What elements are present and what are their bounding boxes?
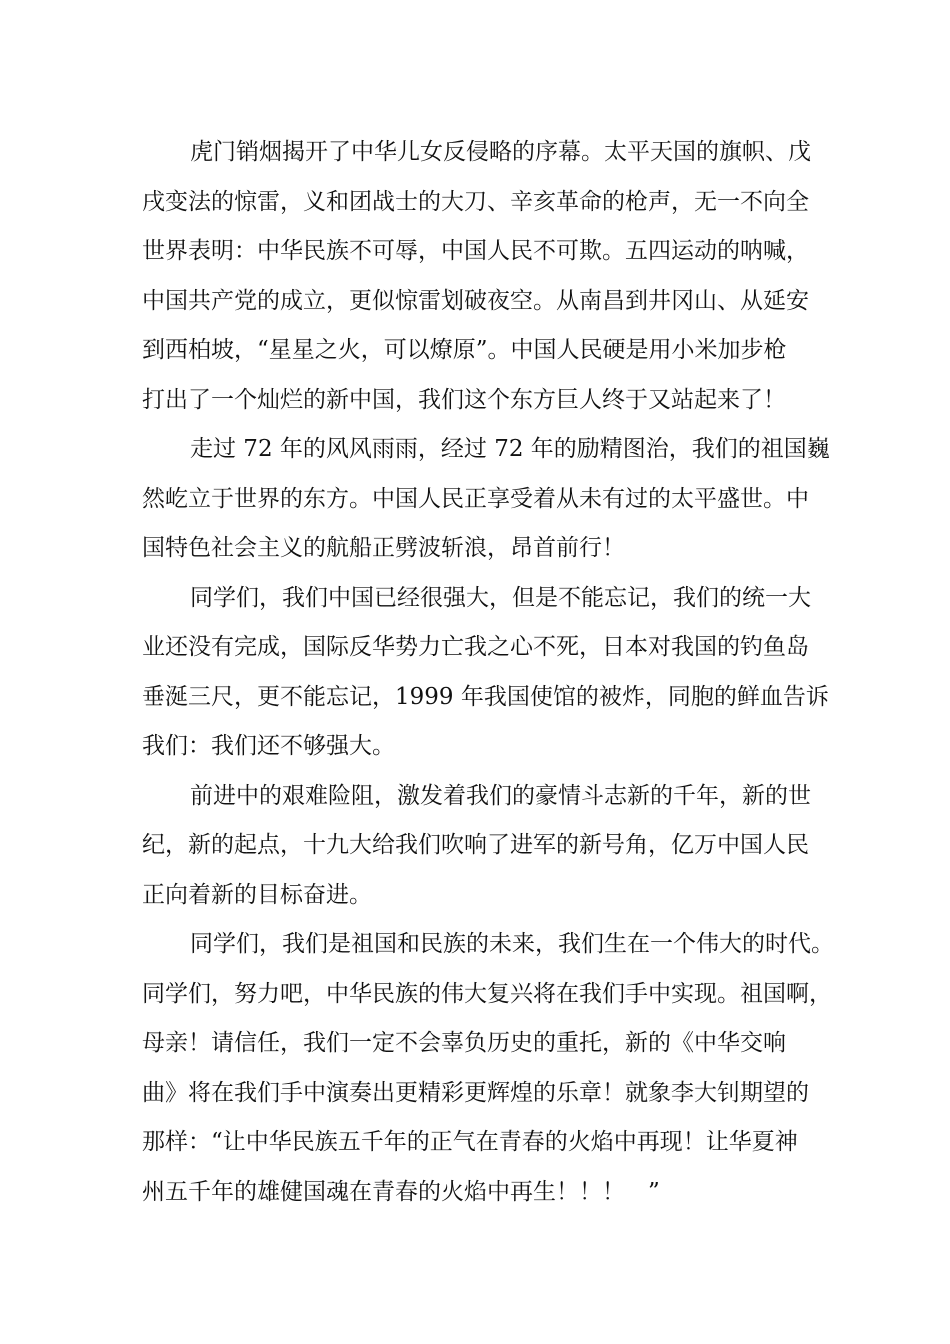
paragraph-line: 同学们，我们中国已经很强大，但是不能忘记，我们的统一大 [190, 584, 811, 611]
paragraph-line: 同学们，我们是祖国和民族的未来，我们生在一个伟大的时代。 [190, 931, 834, 957]
paragraph-line: 走过 72 年的风风雨雨，经过 72 年的励精图治，我们的祖国巍 [190, 436, 830, 462]
paragraph-4 [142, 772, 842, 921]
paragraph-5 [142, 920, 842, 1217]
paragraph-line: 州五千年的雄健国魂在青春的火焰中再生！！！ ” [142, 1178, 660, 1205]
paragraph-line: 那样：“让中华民族五千年的正气在青春的火焰中再现！让华夏神 [142, 1129, 798, 1155]
paragraph-line: 曲》将在我们手中演奏出更精彩更辉煌的乐章！就象李大钊期望的 [142, 1079, 809, 1106]
paragraph-line: 打出了一个灿烂的新中国，我们这个东方巨人终于又站起来了！ [142, 386, 786, 413]
paragraph-line: 中国共产党的成立，更似惊雷划破夜空。从南昌到井冈山、从延安 [142, 287, 809, 314]
paragraph-line: 业还没有完成，国际反华势力亡我之心不死，日本对我国的钓鱼岛 [142, 634, 809, 660]
paragraph-3 [142, 574, 842, 772]
paragraph-line: 母亲！请信任，我们一定不会辜负历史的重托，新的《中华交响 [142, 1030, 786, 1056]
paragraph-line: 虎门销烟揭开了中华儿女反侵略的序幕。太平天国的旗帜、戊 [190, 139, 811, 165]
paragraph-line: 世界表明：中华民族不可辱，中国人民不可欺。五四运动的呐喊， [142, 238, 809, 264]
paragraph-2 [142, 425, 842, 574]
paragraph-line: 同学们，努力吧，中华民族的伟大复兴将在我们手中实现。祖国啊， [142, 980, 832, 1007]
document-body [142, 128, 842, 1217]
paragraph-line: 我们：我们还不够强大。 [142, 733, 395, 759]
paragraph-line: 正向着新的目标奋进。 [142, 881, 372, 908]
paragraph-line: 戌变法的惊雷，义和团战士的大刀、辛亥革命的枪声，无一不向全 [142, 188, 809, 215]
paragraph-line: 垂涎三尺，更不能忘记，1999 年我国使馆的被炸，同胞的鲜血告诉 [142, 683, 829, 710]
paragraph-line: 然屹立于世界的东方。中国人民正享受着从未有过的太平盛世。中 [142, 485, 809, 512]
paragraph-1 [142, 128, 842, 425]
paragraph-line: 到西柏坡，“星星之火，可以燎原”。中国人民硬是用小米加步枪 [142, 337, 787, 363]
paragraph-line: 国特色社会主义的航船正劈波斩浪，昂首前行！ [142, 535, 625, 561]
paragraph-line: 纪，新的起点，十九大给我们吹响了进军的新号角，亿万中国人民 [142, 832, 809, 858]
paragraph-line: 前进中的艰难险阻，激发着我们的豪情斗志新的千年，新的世 [190, 782, 811, 809]
